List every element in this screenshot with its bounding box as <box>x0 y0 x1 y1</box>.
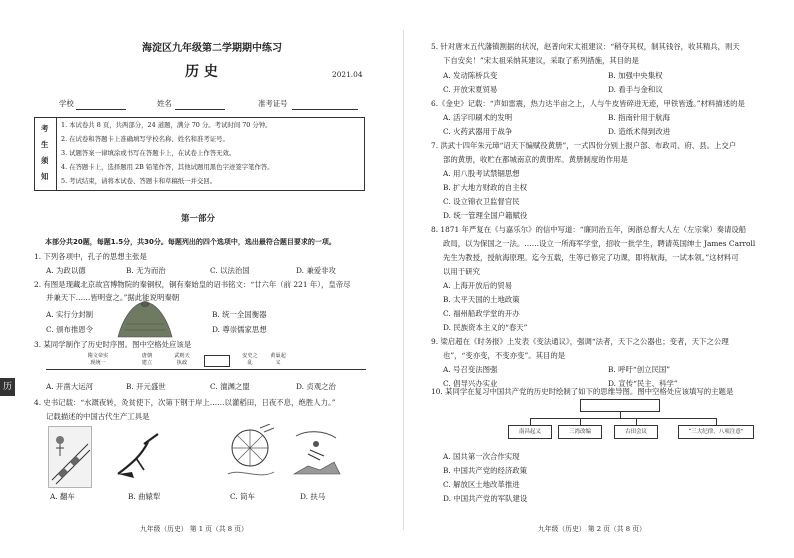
notice-4: 4. 在答题卡上，选择题用 2B 铅笔作答，其他试题用黑色字迹签字笔作答。 <box>61 163 274 171</box>
q5-stem-2: 下自安矣！”宋太祖采纳其建议，采取了系列措施，其目的是 <box>443 56 639 65</box>
q7-stem-1: 7. 洪武十四年朱元璋“诏天下编赋役黄册”，一式四份分别上报户部、布政司、府、县。上交户 <box>431 141 737 150</box>
q10-option-d[interactable]: D. 中国共产党的军队建设 <box>443 494 528 503</box>
mindmap-branch-2: 三湾改编 <box>558 425 602 439</box>
subject-title: 历 史 <box>185 64 218 80</box>
mindmap-branch-4: “三大纪律，八项注意” <box>678 425 754 439</box>
timeline-event-1: 隋文帝实现统一 <box>87 353 109 366</box>
q5-option-d[interactable]: D. 看手与金和议 <box>608 85 663 94</box>
q3-stem: 3. 某同学制作了历史时序图。图中空格处应该是 <box>34 340 192 349</box>
notice-5: 5. 考试结束，请将本试卷、答题卡和草稿纸一并交回。 <box>61 177 217 185</box>
q6-option-a[interactable]: A. 活字印刷术的发明 <box>443 113 513 122</box>
q9-option-b[interactable]: B. 呼吁“创立民国” <box>608 365 671 374</box>
q6-option-c[interactable]: C. 火药武器用于战争 <box>443 127 513 136</box>
timeline-event-6: 黄巢起义 <box>270 353 286 366</box>
tool-image-b <box>114 430 164 482</box>
q4-option-c[interactable]: C. 筒车 <box>230 492 255 501</box>
school-field[interactable] <box>76 109 126 110</box>
name-label: 姓名 <box>157 99 172 108</box>
q1-option-a[interactable]: A. 为政以德 <box>46 266 86 275</box>
q7-option-b[interactable]: B. 扩大地方财政的自主权 <box>443 183 528 192</box>
mindmap-branch-1: 南昌起义 <box>508 425 552 439</box>
tool-image-c <box>226 424 276 484</box>
q3-option-d[interactable]: D. 贞观之治 <box>296 382 336 391</box>
q3-option-a[interactable]: A. 开凿大运河 <box>46 382 93 391</box>
q2-option-c[interactable]: C. 颁布推恩令 <box>46 325 94 334</box>
q10-option-c[interactable]: C. 解放区土地改革推进 <box>443 480 520 489</box>
q3-option-b[interactable]: B. 开元盛世 <box>126 382 166 391</box>
q10-option-b[interactable]: B. 中国共产党的经济政策 <box>443 466 528 475</box>
q6-option-b[interactable]: B. 指南针用于航海 <box>608 113 670 122</box>
q1-option-d[interactable]: D. 兼爱非攻 <box>296 266 336 275</box>
q5-stem-1: 5. 针对唐末五代藩镇割据的状况，赵普向宋太祖建议：“稍夺其权，制其钱谷，收其精兵，则天 <box>431 42 740 51</box>
part-intro: 本部分共20题，每题1.5分，共30分。每题列出的四个选项中，选出最符合题目要求的一项。 <box>45 238 336 246</box>
right-page-footer: 九年级（历史） 第 2 页（共 8 页） <box>538 525 646 533</box>
q3-option-c[interactable]: C. 澶渊之盟 <box>210 382 250 391</box>
q2-stem-1: 2. 有图是现藏北京故宫博物院的秦铜权，铜有秦始皇的诏书铭文：“廿六年（前 221 年），皇帝尽 <box>34 280 351 289</box>
notice-2: 2. 在试卷和答题卡上准确填写学校名称、姓名和准考证号。 <box>61 135 229 143</box>
column-divider <box>403 30 404 530</box>
notice-label-4: 知 <box>41 172 49 181</box>
timeline-axis <box>46 369 366 370</box>
notice-label-1: 考 <box>41 124 49 133</box>
q8-option-d[interactable]: D. 民族资本主义的“春天” <box>443 323 528 332</box>
q7-option-c[interactable]: C. 设立锦衣卫监督官民 <box>443 197 520 206</box>
q7-option-d[interactable]: D. 统一管理全国户籍赋役 <box>443 211 528 220</box>
notice-label-3: 须 <box>41 156 49 165</box>
q4-option-b[interactable]: B. 曲辕犁 <box>128 492 161 501</box>
left-page-footer: 九年级（历史） 第 1 页（共 8 页） <box>140 525 248 533</box>
qin-bronze-weight-image <box>114 299 176 341</box>
q6-option-d[interactable]: D. 造纸术得到改进 <box>608 127 671 136</box>
tool-image-a <box>48 426 92 488</box>
exam-no-field[interactable] <box>292 109 358 110</box>
q4-option-a[interactable]: A. 翻车 <box>50 492 75 501</box>
side-tab: 历 <box>0 378 15 396</box>
q5-option-b[interactable]: B. 加强中央集权 <box>608 71 663 80</box>
q2-option-d[interactable]: D. 尊崇儒家思想 <box>212 325 267 334</box>
q1-option-c[interactable]: C. 以法治国 <box>210 266 250 275</box>
q8-stem-3: 先生为教授，授航海原理。迄今五载，生等已修完了功课，即将航海，一试本领。”这材料可 <box>443 253 739 262</box>
name-field[interactable] <box>175 109 225 110</box>
q4-stem-1: 4. 史书记载：“水溉夜转，灸贫使下，次第下钢于岸上……以灌稻田，日夜不息，绝胜人力。” <box>34 398 336 407</box>
q9-stem-1: 9. 梁启超在《时务报》上发表《变法通议》，强调“法者，天下之公器也；变者，天下之公理 <box>431 337 729 346</box>
q8-stem-2: 政局，以为保国之一法。……设立一所海军学堂，招收一批学生，聘请英国绅士 James Carroll <box>443 239 756 248</box>
exam-date: 2021.04 <box>332 70 363 79</box>
q6-stem: 6.《金史》记载：“声如雷震，热力达半亩之上，人与牛皮皆碎迸无迹，甲铁皆透。”材料描述的是 <box>431 99 745 108</box>
timeline-event-5: 安史之乱 <box>242 353 258 366</box>
q7-option-a[interactable]: A. 用八股考试禁锢思想 <box>443 169 520 178</box>
q10-stem: 10. 某同学在复习中国共产党的历史时绘制了如下的思维导图。图中空格处应该填写的主题是 <box>431 387 734 396</box>
q9-option-d[interactable]: D. 宣传“民主、科学” <box>608 379 678 388</box>
q2-stem-2: 并兼天下……皆明壹之。”据此能说明秦朝 <box>46 293 180 302</box>
q9-option-c[interactable]: C. 倡导兴办实业 <box>443 379 498 388</box>
q2-option-b[interactable]: B. 统一全国衡器 <box>212 310 267 319</box>
q5-option-a[interactable]: A. 发动陈桥兵变 <box>443 71 498 80</box>
q9-option-a[interactable]: A. 号召变法图强 <box>443 365 498 374</box>
q5-option-c[interactable]: C. 开放宋夏贸易 <box>443 85 498 94</box>
q8-option-c[interactable]: C. 福州船政学堂的开办 <box>443 309 520 318</box>
exam-title: 海淀区九年级第二学期期中练习 <box>142 43 282 54</box>
q7-stem-2: 部的黄册，收贮在都城南京的黄册库。黄册制度的作用是 <box>443 155 628 164</box>
timeline-blank <box>204 355 230 367</box>
notice-3: 3. 试题答案一律填涂或书写在答题卡上，在试卷上作答无效。 <box>61 149 236 157</box>
part-title: 第一部分 <box>181 214 216 224</box>
q8-option-a[interactable]: A. 上海开放后的贸易 <box>443 281 513 290</box>
q8-stem-1: 8. 1871 年严复在《与嘉乐尔》的信中写道：“廉同治五年，闽浙总督大人左（左宗棠）奏请设船 <box>431 225 747 234</box>
q1-option-b[interactable]: B. 无为而治 <box>126 266 166 275</box>
notice-label-2: 生 <box>41 140 49 149</box>
q4-option-d[interactable]: D. 扶马 <box>300 492 326 501</box>
timeline-event-3: 武则天执政 <box>174 353 190 366</box>
q8-stem-4: 以用于研究 <box>443 267 480 276</box>
q4-stem-2: 记载描述的中国古代生产工具是 <box>46 412 150 421</box>
notice-1: 1. 本试卷共 8 页，共两部分，24 道题，满分 70 分。考试时间 70 分钟。 <box>61 121 272 129</box>
q1-stem: 1. 下列各项中，孔子的思想主张是 <box>34 252 147 261</box>
timeline-event-2: 唐朝建立 <box>141 353 153 366</box>
mindmap-branch-3: 古田会议 <box>614 425 658 439</box>
exam-no-label: 准考证号 <box>258 99 288 108</box>
school-label: 学校 <box>59 99 74 108</box>
q8-option-b[interactable]: B. 太平天国的土地政策 <box>443 295 520 304</box>
mindmap-center-blank <box>580 399 660 412</box>
q10-option-a[interactable]: A. 国共第一次合作实现 <box>443 452 520 461</box>
q9-stem-2: 也”，“变亦变，不变亦变”。其目的是 <box>443 351 566 360</box>
q2-option-a[interactable]: A. 实行分封制 <box>46 310 93 319</box>
tool-image-d <box>290 426 344 486</box>
